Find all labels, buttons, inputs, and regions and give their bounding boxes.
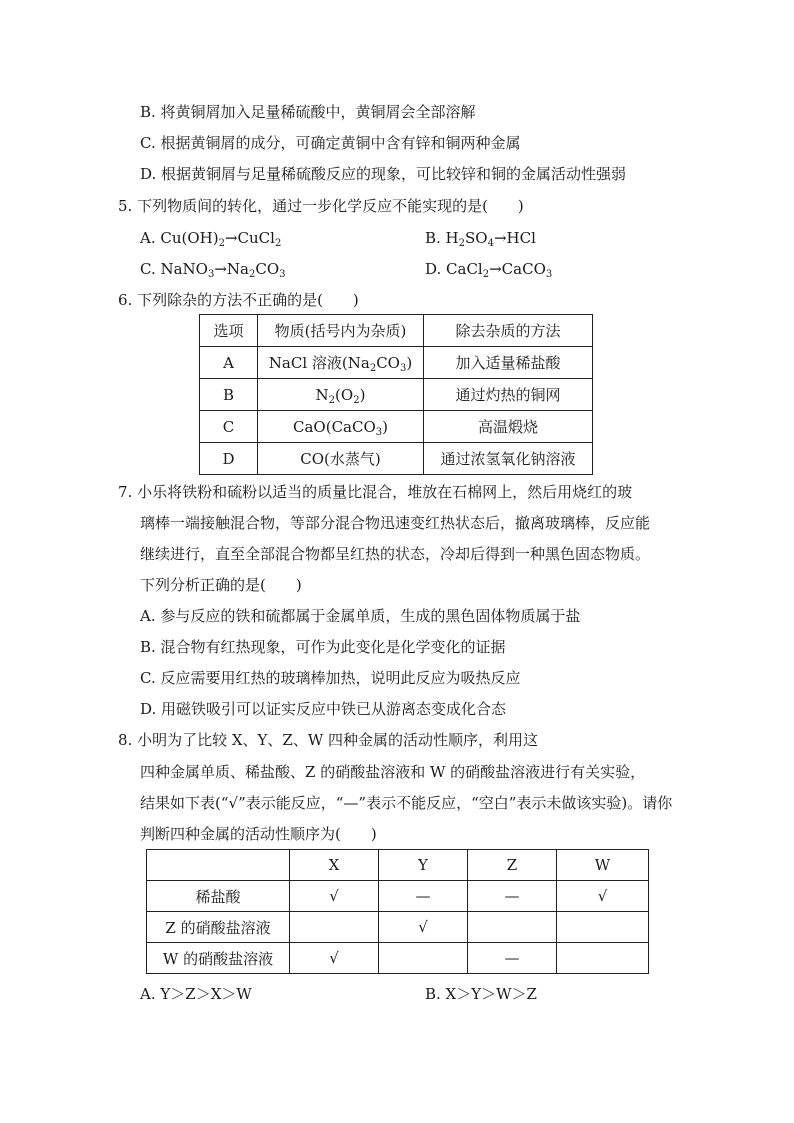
option-7b: B. 混合物有红热现象，可作为此变化是化学变化的证据 bbox=[140, 638, 506, 656]
row-label: W 的硝酸盐溶液 bbox=[147, 943, 290, 974]
option-5d: D. CaCl$_2$→CaCO$_3$ bbox=[425, 260, 553, 280]
question-7-cont: 继续进行，直至全部混合物都呈红热的状态，冷却后得到一种黑色固态物质。 bbox=[140, 545, 651, 563]
impurity-table bbox=[199, 314, 593, 475]
table-row bbox=[147, 912, 649, 943]
table-cell: — bbox=[379, 881, 468, 912]
option-7a: A. 参与反应的铁和硫都属于金属单质，生成的黑色固体物质属于盐 bbox=[140, 607, 581, 625]
header-cell: 物质(括号内为杂质) bbox=[258, 315, 424, 347]
table-cell: 高温煅烧 bbox=[424, 411, 593, 443]
question-8: 8. 小明为了比较 X、Y、Z、W 四种金属的活动性顺序，利用这 bbox=[118, 731, 539, 749]
header-cell: Z bbox=[468, 850, 557, 881]
header-cell: X bbox=[290, 850, 379, 881]
option-8b: B. X＞Y＞W＞Z bbox=[425, 985, 537, 1003]
metal-activity-table bbox=[146, 849, 649, 974]
table-row bbox=[147, 881, 649, 912]
question-8-cont: 结果如下表(“√”表示能反应，“—”表示不能反应，“空白”表示未做该实验)。请你 bbox=[140, 794, 673, 812]
table-header-row bbox=[200, 315, 593, 347]
option-7d: D. 用磁铁吸引可以证实反应中铁已从游离态变成化合态 bbox=[140, 700, 507, 718]
table-cell: CO(水蒸气) bbox=[258, 443, 424, 475]
header-cell: Y bbox=[379, 850, 468, 881]
table-row bbox=[200, 411, 593, 443]
option-7c: C. 反应需要用红热的玻璃棒加热，说明此反应为吸热反应 bbox=[140, 669, 521, 687]
table-row bbox=[200, 347, 593, 379]
question-6: 6. 下列除杂的方法不正确的是( ) bbox=[118, 291, 359, 309]
row-label: Z 的硝酸盐溶液 bbox=[147, 912, 290, 943]
table-cell: — bbox=[468, 943, 557, 974]
table-row bbox=[200, 443, 593, 475]
table-cell: √ bbox=[290, 943, 379, 974]
header-cell bbox=[147, 850, 290, 881]
option-4d: D. 根据黄铜屑与足量稀硫酸反应的现象，可比较锌和铜的金属活动性强弱 bbox=[140, 165, 627, 183]
table-cell: B bbox=[200, 379, 258, 411]
table-cell bbox=[468, 912, 557, 943]
table-cell bbox=[379, 943, 468, 974]
option-5b: B. $H_2SO_4\to HCl$ bbox=[425, 229, 536, 249]
table-header-row bbox=[147, 850, 649, 881]
table-cell: 通过浓氢氧化钠溶液 bbox=[424, 443, 593, 475]
table-cell bbox=[290, 912, 379, 943]
option-4c: C. 根据黄铜屑的成分，可确定黄铜中含有锌和铜两种金属 bbox=[140, 134, 521, 152]
table-cell bbox=[557, 912, 649, 943]
header-cell: W bbox=[557, 850, 649, 881]
question-8-cont: 判断四种金属的活动性顺序为( ) bbox=[140, 825, 377, 843]
table-cell: NaCl 溶液$(Na_2CO_3)$ bbox=[258, 347, 424, 379]
row-label: 稀盐酸 bbox=[147, 881, 290, 912]
question-5: 5. 下列物质间的转化，通过一步化学反应不能实现的是( ) bbox=[118, 197, 524, 215]
table-cell: 加入适量稀盐酸 bbox=[424, 347, 593, 379]
table-cell: $N_2(O_2)$ bbox=[258, 379, 424, 411]
option-5c: C. $NaNO_3\to Na_2CO_3$ bbox=[140, 260, 286, 280]
table-cell: √ bbox=[557, 881, 649, 912]
option-4b: B. 将黄铜屑加入足量稀硫酸中，黄铜屑会全部溶解 bbox=[140, 103, 476, 121]
table-cell: A bbox=[200, 347, 258, 379]
header-cell: 除去杂质的方法 bbox=[424, 315, 593, 347]
option-8a: A. Y＞Z＞X＞W bbox=[140, 985, 252, 1003]
table-cell: √ bbox=[379, 912, 468, 943]
table-cell: D bbox=[200, 443, 258, 475]
table-row bbox=[147, 943, 649, 974]
header-cell: 选项 bbox=[200, 315, 258, 347]
option-5a: A. $Cu(OH)_2\to CuCl_2$ bbox=[140, 229, 282, 249]
table-cell: 通过灼热的铜网 bbox=[424, 379, 593, 411]
question-7: 7. 小乐将铁粉和硫粉以适当的质量比混合，堆放在石棉网上，然后用烧红的玻 bbox=[118, 483, 633, 501]
table-cell: C bbox=[200, 411, 258, 443]
table-row bbox=[200, 379, 593, 411]
table-cell: CaO(CaCO$_3$) bbox=[258, 411, 424, 443]
table-cell: √ bbox=[290, 881, 379, 912]
question-7-cont: 下列分析正确的是( ) bbox=[140, 576, 302, 594]
table-cell: — bbox=[468, 881, 557, 912]
question-8-cont: 四种金属单质、稀盐酸、Z 的硝酸盐溶液和 W 的硝酸盐溶液进行有关实验， bbox=[140, 763, 646, 781]
table-cell bbox=[557, 943, 649, 974]
question-7-cont: 璃棒一端接触混合物，等部分混合物迅速变红热状态后，撤离玻璃棒，反应能 bbox=[140, 514, 651, 532]
